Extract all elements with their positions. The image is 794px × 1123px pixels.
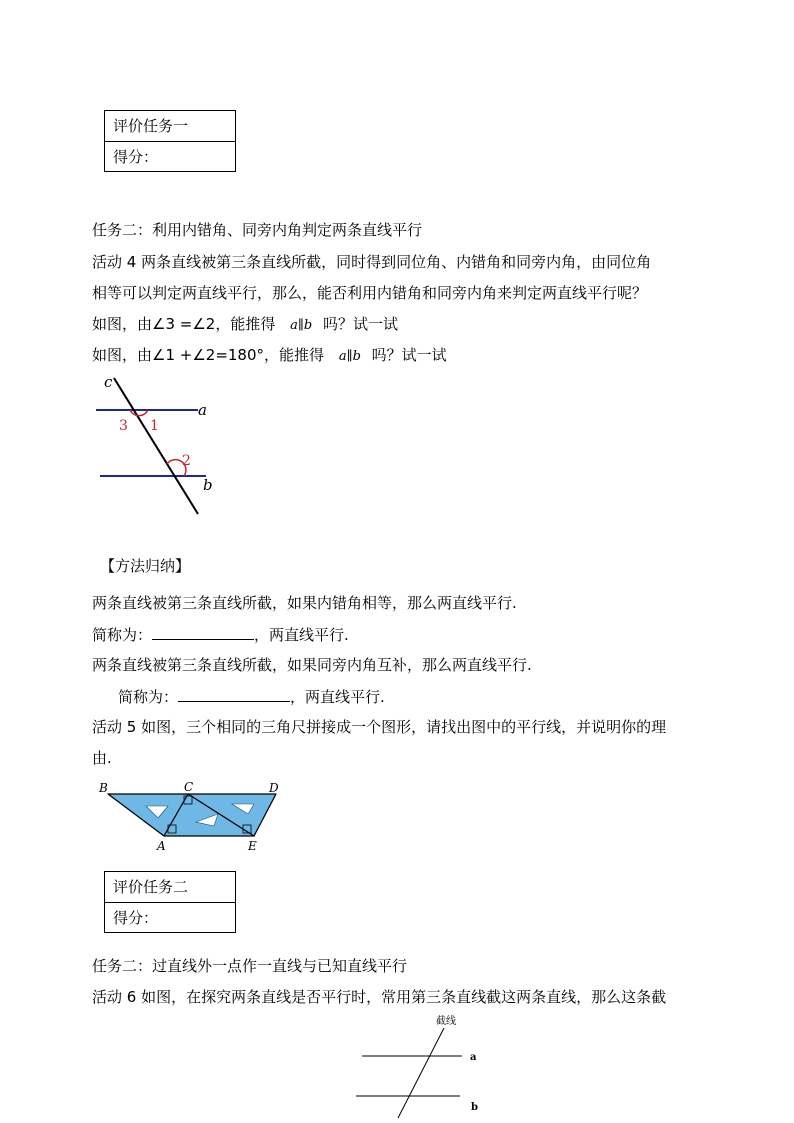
activity-4-text-line-2: 相等可以判定两直线平行，那么，能否利用内错角和同旁内角来判定两直线平行呢？ [92,284,648,302]
evaluation-box-2 [104,871,236,933]
evaluation-title: 评价任务一 [113,117,189,135]
abbreviation-1 [92,624,349,645]
method-heading: 【方法归纳】 [100,557,191,575]
label-B: B [99,781,108,795]
label-a: a [470,1052,477,1063]
label-b: b [203,476,213,494]
evaluation-title: 评价任务二 [113,878,189,896]
rule-1: 两条直线被第三条直线所截，如果内错角相等，那么两直线平行. [92,594,517,612]
triangle-rulers-figure [96,778,286,854]
transversal-figure [350,1010,490,1123]
label-A: A [157,839,166,853]
question-1-prefix: 如图，由∠3 =∠2，能推得 [92,315,276,333]
abbreviation-1-prefix: 简称为： [92,626,153,644]
label-E: E [248,839,257,853]
answer-blank-2[interactable] [178,686,290,702]
rule-2: 两条直线被第三条直线所截，如果同旁内角互补，那么两直线平行. [92,656,532,674]
activity-6-text-line-1: 活动 6 如图，在探究两条直线是否平行时，常用第三条直线截这两条直线，那么这条截 [92,988,667,1006]
question-1-suffix: 吗？试一试 [322,315,398,333]
abbreviation-2-prefix: 简称为： [118,688,179,706]
transversal-c [114,378,198,514]
activity-5-text-line-1: 活动 5 如图，三个相同的三角尺拼接成一个图形，请找出图中的平行线，并说明你的理 [92,718,667,736]
label-a: a [198,401,207,419]
evaluation-box-1 [104,110,236,172]
label-C: C [184,780,194,794]
answer-blank-1[interactable] [152,624,254,640]
abbreviation-2 [118,686,385,707]
transversal-line [398,1028,444,1118]
label-c: c [104,373,113,391]
label-angle-1: 1 [150,418,159,434]
activity-4-text-line-1: 活动 4 两条直线被第三条直线所截，同时得到同位角、内错角和同旁内角，由同位角 [92,253,652,271]
activity-5-text-line-2: 由. [92,749,112,767]
label-D: D [269,781,279,795]
abbreviation-1-suffix: ，两直线平行. [254,626,349,644]
question-2-suffix: 吗？试一试 [371,346,447,364]
score-label: 得分： [105,902,235,932]
label-angle-2: 2 [182,453,191,469]
question-2 [92,345,447,367]
question-1 [92,314,398,336]
parallel-lines-figure [88,372,228,520]
question-2-relation: a∥b [338,349,361,364]
task-heading-2: 任务二：过直线外一点作一直线与已知直线平行 [92,957,408,975]
abbreviation-2-suffix: ，两直线平行. [290,688,385,706]
question-1-relation: a∥b [290,318,313,333]
score-label: 得分： [105,141,235,171]
label-b: b [471,1102,478,1113]
label-transversal: 截线 [436,1016,456,1027]
task-heading: 任务二：利用内错角、同旁内角判定两条直线平行 [92,221,423,239]
label-angle-3: 3 [119,418,128,434]
question-2-prefix: 如图，由∠1 +∠2=180°，能推得 [92,346,325,364]
